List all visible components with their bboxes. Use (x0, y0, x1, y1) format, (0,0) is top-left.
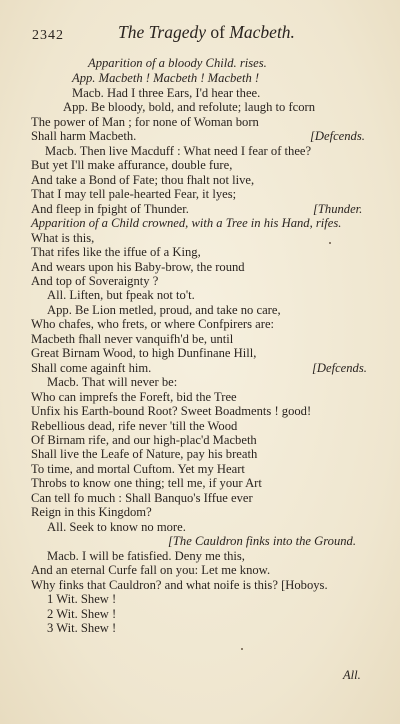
stage-direction-line: [Defcends. (312, 361, 367, 375)
ink-speck (329, 242, 331, 244)
stage-direction-line: App. Macbeth ! Macbeth ! Macbeth ! (72, 71, 260, 85)
stage-direction-line: [The Cauldron finks into the Ground. (168, 534, 356, 548)
verse-line: What is this, (31, 231, 95, 245)
verse-line: 3 Wit. Shew ! (47, 621, 117, 635)
verse-line: And fleep in fpight of Thunder. (31, 202, 189, 216)
verse-line: App. Be Lion metled, proud, and take no care, (47, 303, 281, 317)
verse-line: The power of Man ; for none of Woman born (31, 115, 259, 129)
stage-direction-line: Apparition of a bloody Child. rises. (88, 56, 267, 70)
verse-line: Macb. Then live Macduff : What need I fear of thee? (45, 144, 312, 158)
title-of: of (206, 22, 230, 42)
verse-line: Macb. Had I three Ears, I'd hear thee. (72, 86, 261, 100)
stage-direction-line: [Thunder. (313, 202, 363, 216)
stage-direction-line: Apparition of a Child crowned, with a Tree in his Hand, rifes. (31, 216, 342, 230)
verse-line: Macb. That will never be: (47, 375, 178, 389)
verse-line: Why finks that Cauldron? and what noife is this? [Hoboys. (31, 578, 328, 592)
verse-line: Of Birnam rife, and our high-plac'd Macbeth (31, 433, 257, 447)
verse-line: And an eternal Curfe fall on you: Let me know. (31, 563, 271, 577)
verse-line: That rifes like the iffue of a King, (31, 245, 201, 259)
title-name: Macbeth. (229, 22, 295, 42)
page-number: 2342 (32, 28, 64, 43)
verse-line: And wears upon his Baby-brow, the round (31, 260, 245, 274)
verse-line: And top of Soveraignty ? (31, 274, 159, 288)
title-prefix: The Tragedy (118, 22, 206, 42)
verse-line: And take a Bond of Fate; thou fhalt not live, (31, 173, 255, 187)
verse-line: All. Liften, but fpeak not to't. (47, 288, 195, 302)
verse-line: Macbeth fhall never vanquifh'd be, until (31, 332, 234, 346)
verse-line: Who can imprefs the Foreft, bid the Tree (31, 390, 237, 404)
verse-line: That I may tell pale-hearted Fear, it lyes; (31, 187, 237, 201)
verse-line: Shall come againft him. (31, 361, 152, 375)
verse-line: Rebellious dead, rife never 'till the Wood (31, 419, 238, 433)
verse-line: 2 Wit. Shew ! (47, 607, 117, 621)
verse-line: To time, and mortal Cuftom. Yet my Heart (31, 462, 245, 476)
stage-direction-line: [Defcends. (310, 129, 365, 143)
verse-line: Throbs to know one thing; tell me, if your Art (31, 476, 262, 490)
catchword: All. (343, 668, 361, 682)
verse-line: App. Be bloody, bold, and refolute; laugh to fcorn (63, 100, 316, 114)
verse-line: All. Seek to know no more. (47, 520, 186, 534)
verse-line: Shall live the Leafe of Nature, pay his breath (31, 447, 258, 461)
ink-speck (241, 648, 243, 650)
verse-line: Who chafes, who frets, or where Confpirers are: (31, 317, 275, 331)
verse-line: Shall harm Macbeth. (31, 129, 137, 143)
verse-line: Unfix his Earth-bound Root? Sweet Boadments ! good! (31, 404, 312, 418)
verse-line: Can tell fo much : Shall Banquo's Iffue ever (31, 491, 253, 505)
verse-line: Macb. I will be fatisfied. Deny me this, (47, 549, 245, 563)
verse-line: Reign in this Kingdom? (31, 505, 152, 519)
verse-line: But yet I'll make affurance, double fure, (31, 158, 233, 172)
verse-line: Great Birnam Wood, to high Dunfinane Hill, (31, 346, 257, 360)
verse-line: 1 Wit. Shew ! (47, 592, 117, 606)
